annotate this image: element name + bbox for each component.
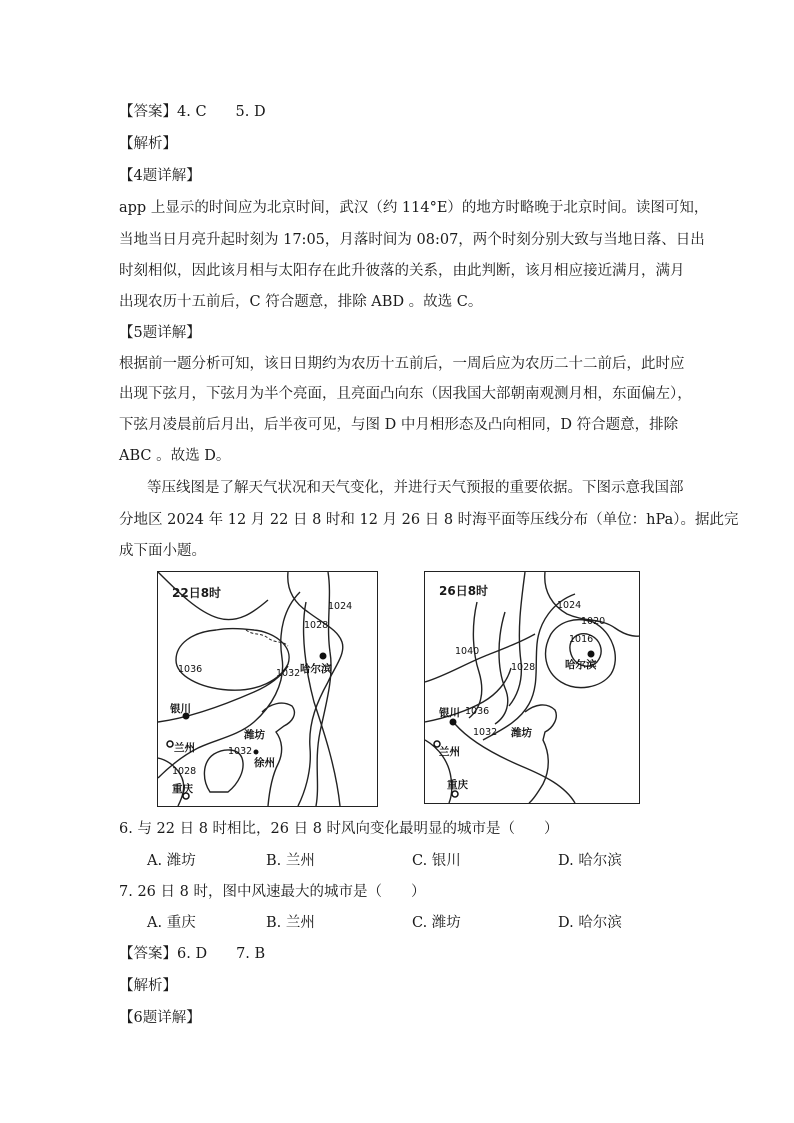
map-title: 22日8时 xyxy=(172,586,222,600)
answer-4-5: 【答案】4. C 5. D xyxy=(119,104,266,120)
q4-text-line: app 上显示的时间应为北京时间，武汉（约 114°E）的地方时略晚于北京时间。读图可知， xyxy=(119,200,709,216)
q5-detail-heading: 【5题详解】 xyxy=(119,325,201,341)
isobar-label: 1020 xyxy=(581,616,606,627)
isobar-map-26 xyxy=(424,571,640,804)
q6-detail-heading: 【6题详解】 xyxy=(119,1010,201,1026)
isobar-label: 1024 xyxy=(557,600,582,611)
isobar-label: 1024 xyxy=(328,601,353,612)
q6-option-d: D. 哈尔滨 xyxy=(558,853,622,869)
isobar-label: 1036 xyxy=(465,706,490,717)
intro-line: 等压线图是了解天气状况和天气变化，并进行天气预报的重要依据。下图示意我国部 xyxy=(147,480,684,496)
map-title: 26日8时 xyxy=(439,584,489,598)
city-label: 潍坊 xyxy=(244,729,265,741)
q4-text-line: 出现农历十五前后，C 符合题意，排除 ABD 。故选 C。 xyxy=(119,294,483,310)
q7-option-a: A. 重庆 xyxy=(147,915,196,931)
city-label: 重庆 xyxy=(447,779,468,791)
q6-option-a: A. 潍坊 xyxy=(147,853,196,869)
q6-stem: 6. 与 22 日 8 时相比，26 日 8 时风向变化最明显的城市是（ ） xyxy=(119,821,559,837)
q4-detail-heading: 【4题详解】 xyxy=(119,168,201,184)
analysis-heading-1: 【解析】 xyxy=(119,136,177,152)
city-label: 银川 xyxy=(439,707,460,719)
city-label: 徐州 xyxy=(254,757,275,769)
q7-option-b: B. 兰州 xyxy=(266,915,315,931)
city-label: 哈尔滨 xyxy=(300,663,332,675)
q6-option-b: B. 兰州 xyxy=(266,853,315,869)
isobar-label: 1028 xyxy=(172,766,197,777)
q7-option-c: C. 潍坊 xyxy=(412,915,461,931)
city-label: 兰州 xyxy=(174,742,195,754)
q7-stem: 7. 26 日 8 时，图中风速最大的城市是（ ） xyxy=(119,884,426,900)
q5-text-line: 出现下弦月，下弦月为半个亮面，且亮面凸向东（因我国大部朝南观测月相，东面偏左）， xyxy=(119,386,692,402)
q4-text-line: 时刻相似，因此该月相与太阳存在此升彼落的关系，由此判断，该月相应接近满月，满月 xyxy=(119,263,685,279)
q5-text-line: ABC 。故选 D。 xyxy=(119,448,231,464)
q7-option-d: D. 哈尔滨 xyxy=(558,915,622,931)
isobar-label: 1032 xyxy=(276,668,301,679)
city-label: 重庆 xyxy=(172,783,193,795)
isobar-label: 1028 xyxy=(511,662,536,673)
isobar-label: 1032 xyxy=(228,746,253,757)
isobar-label: 1028 xyxy=(304,620,329,631)
isobar-map-22 xyxy=(157,571,378,807)
isobar-label: 1036 xyxy=(178,664,203,675)
city-label: 兰州 xyxy=(439,746,460,758)
isobar-label: 1040 xyxy=(455,646,480,657)
q4-text-line: 当地当日月亮升起时刻为 17:05，月落时间为 08:07，两个时刻分别大致与当地日落、日出 xyxy=(119,232,705,248)
isobar-label: 1016 xyxy=(569,634,594,645)
city-label: 银川 xyxy=(170,703,191,715)
intro-line: 分地区 2024 年 12 月 22 日 8 时和 12 月 26 日 8 时海平面等压线分布（单位：hPa）。据此完 xyxy=(119,512,739,528)
isobar-label: 1032 xyxy=(473,727,498,738)
answer-6-7: 【答案】6. D 7. B xyxy=(119,946,266,962)
q6-option-c: C. 银川 xyxy=(412,853,461,869)
intro-line: 成下面小题。 xyxy=(119,543,206,559)
q5-text-line: 根据前一题分析可知，该日日期约为农历十五前后，一周后应为农历二十二前后，此时应 xyxy=(119,356,685,372)
q5-text-line: 下弦月凌晨前后月出，后半夜可见，与图 D 中月相形态及凸向相同，D 符合题意，排除 xyxy=(119,417,679,433)
city-label: 哈尔滨 xyxy=(565,659,597,671)
analysis-heading-2: 【解析】 xyxy=(119,978,177,994)
city-label: 潍坊 xyxy=(511,727,532,739)
